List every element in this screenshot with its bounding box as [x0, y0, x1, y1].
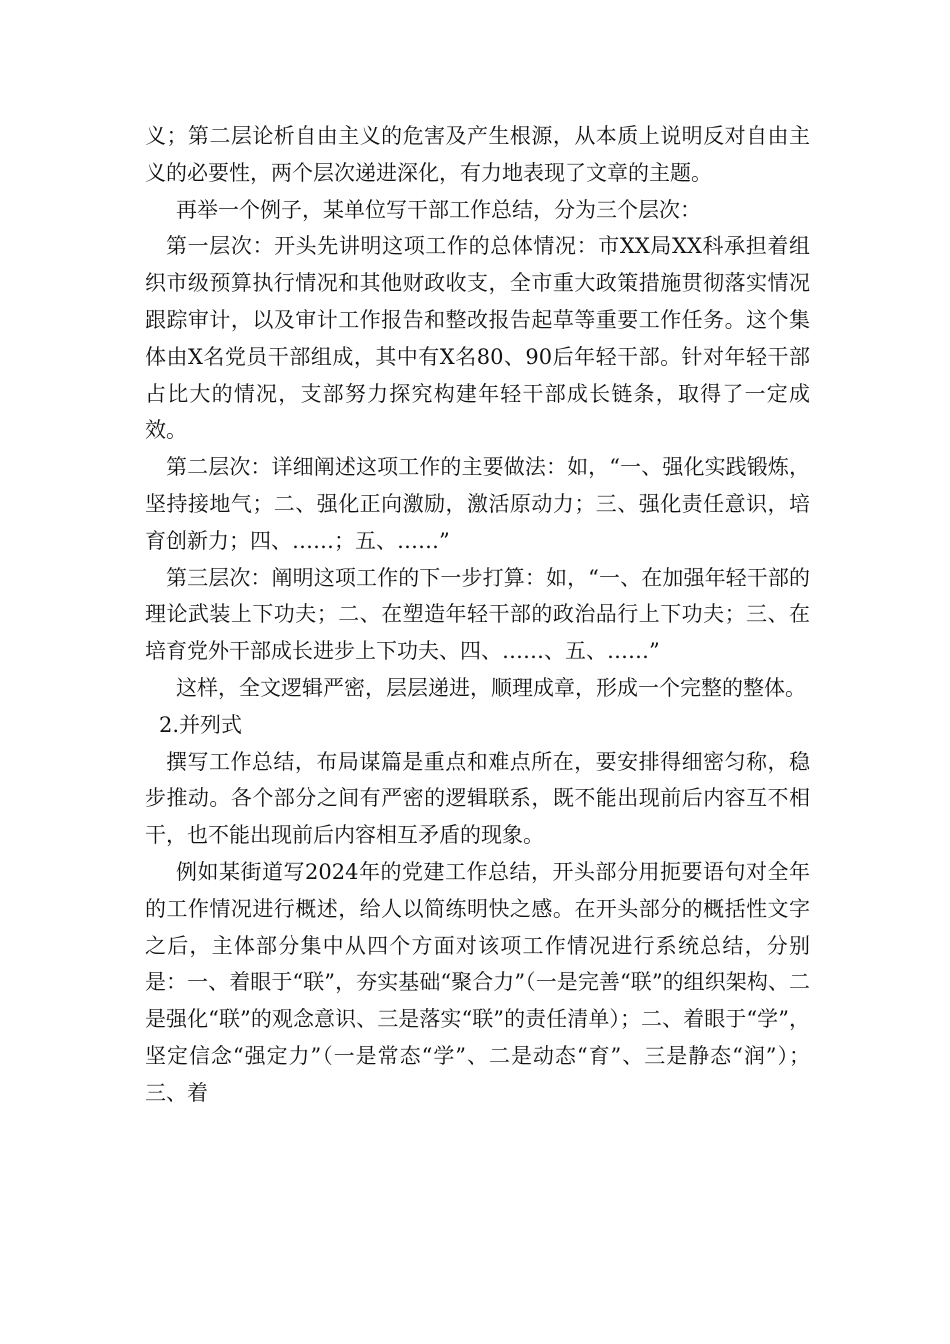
paragraph-2: 再举一个例子，某单位写干部工作总结，分为三个层次： — [176, 197, 701, 222]
paragraph-8: 例如某街道写2024年的党建工作总结，开头部分用扼要语句对全年的工作情况进行概述，给人以简练明快之感。在开头部分的概括性文字之后，主体部分集中从四个方面对该项工作情况进行系统总结，分别是：一、着眼于“联”，夯实基础“聚合力”（一是完善“联”的组织架构、二是强化“联”的观念意识、三是落实“联”的责任清单）；二、着眼于“学”，坚定信念“强定力”（一是常态“学”、二是动态“育”、三是静态“润”）；三、着 — [145, 859, 810, 1105]
section-heading: 2.并列式 — [159, 712, 243, 737]
paragraph-4: 第二层次：详细阐述这项工作的主要做法：如，“一、强化实践锻炼，坚持接地气；二、强化正向激励，激活原动力；三、强化责任意识，培育创新力；四、……；五、……” — [145, 455, 810, 553]
paragraph-6: 这样，全文逻辑严密，层层递进，顺理成章，形成一个完整的整体。 — [176, 675, 806, 700]
paragraph-1: 义；第二层论析自由主义的危害及产生根源，从本质上说明反对自由主义的必要性，两个层次递进深化，有力地表现了文章的主题。 — [145, 124, 810, 185]
body-text — [145, 118, 810, 1112]
paragraph-5: 第三层次：阐明这项工作的下一步打算：如，“一、在加强年轻干部的理论武装上下功夫；二、在塑造年轻干部的政治品行上下功夫；三、在培育党外干部成长进步上下功夫、四、……、五、……” — [145, 565, 810, 664]
paragraph-7: 撰写工作总结，布局谋篇是重点和难点所在，要安排得细密匀称，稳步推动。各个部分之间有严密的逻辑联系，既不能出现前后内容互不相干，也不能出现前后内容相互矛盾的现象。 — [145, 749, 810, 848]
paragraph-3: 第一层次：开头先讲明这项工作的总体情况：市XX局XX科承担着组织市级预算执行情况和其他财政收支，全市重大政策措施贯彻落实情况跟踪审计，以及审计工作报告和整改报告起草等重要工作任务。这个集体由X名党员干部组成，其中有X名80、90后年轻干部。针对年轻干部占比大的情况，支部努力探究构建年轻干部成长链条，取得了一定成效。 — [145, 234, 810, 443]
